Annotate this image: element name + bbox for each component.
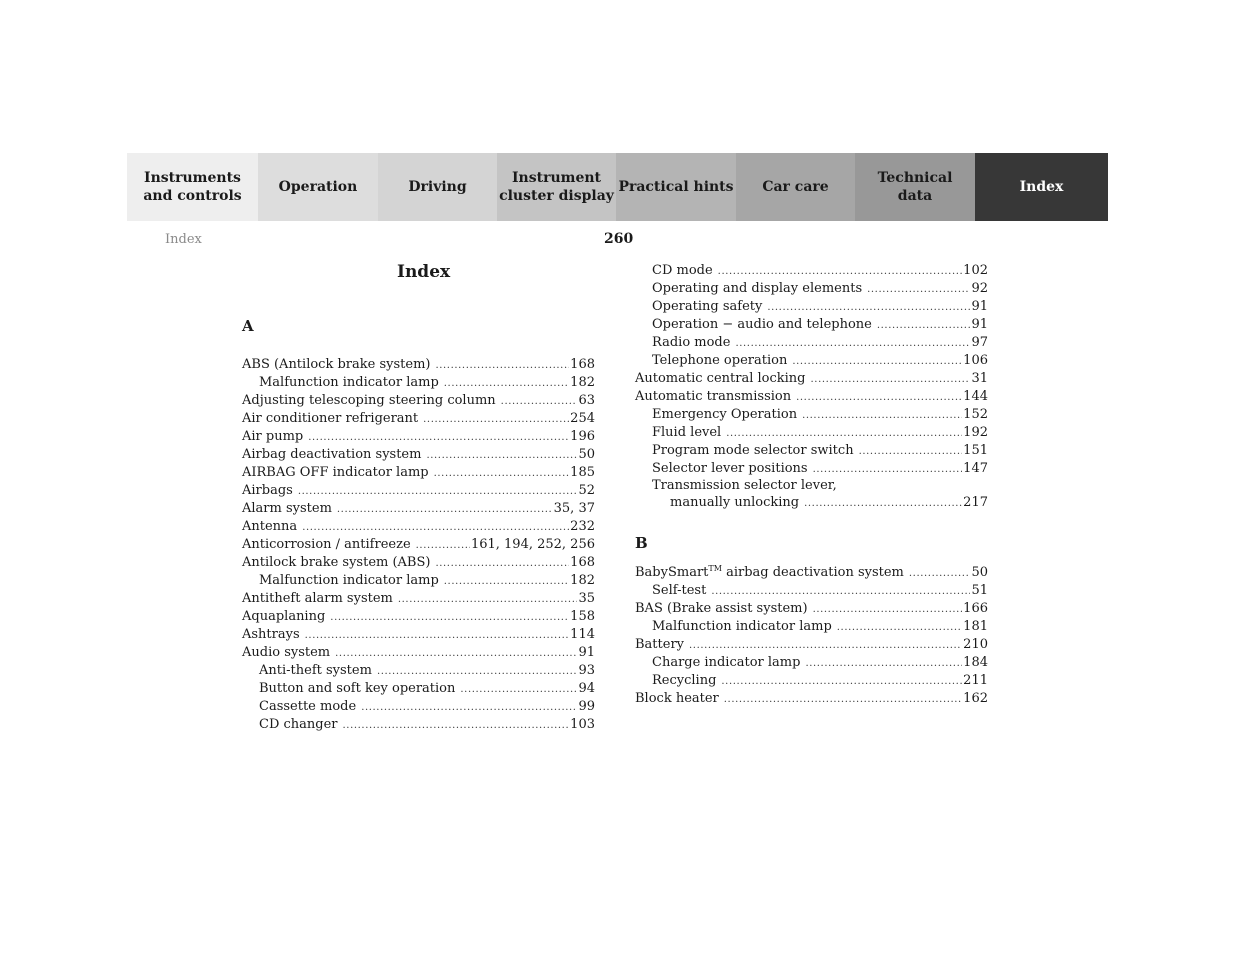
- entry-text: Radio mode: [652, 335, 731, 350]
- entry-page: 254: [570, 411, 595, 426]
- dot-leader: [398, 591, 578, 609]
- entry-page: 184: [963, 655, 988, 670]
- dot-leader: [867, 281, 970, 299]
- dot-leader: [813, 461, 963, 479]
- index-list-a: [242, 356, 595, 734]
- dot-leader: [335, 645, 577, 663]
- index-entry[interactable]: [242, 356, 595, 374]
- dot-leader: [811, 371, 971, 389]
- entry-page: 147: [963, 461, 988, 476]
- entry-page: 91: [971, 299, 988, 314]
- entry-text: AIRBAG OFF indicator lamp: [242, 465, 429, 480]
- entry-text: Anticorrosion / antifreeze: [242, 537, 411, 552]
- index-entry[interactable]: [635, 280, 988, 298]
- entry-page: 63: [578, 393, 595, 408]
- entry-text: Emergency Operation: [652, 407, 798, 422]
- dot-leader: [426, 447, 577, 465]
- section-letter-a: A: [242, 317, 254, 335]
- index-entry[interactable]: [242, 626, 595, 644]
- index-entry[interactable]: [242, 428, 595, 446]
- entry-text: Antitheft alarm system: [242, 591, 393, 606]
- index-entry[interactable]: [635, 600, 988, 618]
- index-entry[interactable]: [635, 564, 988, 582]
- entry-page: 99: [578, 699, 595, 714]
- tab-instrument-cluster-display[interactable]: Instrument cluster display: [497, 153, 616, 221]
- entry-text: Block heater: [635, 691, 719, 706]
- entry-text: BabySmart: [635, 565, 709, 580]
- entry-page: 94: [578, 681, 595, 696]
- index-entry[interactable]: [242, 482, 595, 500]
- entry-text: Antenna: [242, 519, 298, 534]
- tab-practical-hints[interactable]: Practical hints: [616, 153, 736, 221]
- entry-text: CD mode: [652, 263, 713, 278]
- entry-text: Operating and display elements: [652, 281, 863, 296]
- entry-page: 181: [963, 619, 988, 634]
- index-entry[interactable]: [242, 518, 595, 536]
- index-list-a-continued: [635, 262, 988, 512]
- entry-text: Cassette mode: [259, 699, 357, 714]
- index-entry[interactable]: [242, 374, 595, 392]
- index-entry[interactable]: [635, 370, 988, 388]
- entry-text: CD changer: [259, 717, 338, 732]
- entry-page: 232: [570, 519, 595, 534]
- dot-leader: [423, 411, 569, 429]
- index-entry[interactable]: [635, 654, 988, 672]
- dot-leader: [909, 565, 971, 583]
- entry-text: Automatic central locking: [635, 371, 806, 386]
- entry-text: Telephone operation: [652, 353, 788, 368]
- entry-text: Program mode selector switch: [652, 443, 854, 458]
- entry-page: 97: [971, 335, 988, 350]
- dot-leader: [813, 601, 963, 619]
- dot-leader: [724, 691, 962, 709]
- index-column-left: [242, 316, 595, 734]
- entry-text: Audio system: [242, 645, 331, 660]
- index-entry[interactable]: [242, 410, 595, 428]
- entry-page: 217: [963, 495, 988, 510]
- dot-leader: [792, 353, 962, 371]
- index-entry[interactable]: [635, 442, 988, 460]
- entry-page: 50: [971, 565, 988, 580]
- entry-text: Battery: [635, 637, 685, 652]
- entry-page: 31: [971, 371, 988, 386]
- page-number: 260: [604, 231, 634, 247]
- dot-leader: [308, 429, 569, 447]
- tab-technical-data[interactable]: Technical data: [855, 153, 975, 221]
- entry-page: 152: [963, 407, 988, 422]
- dot-leader: [726, 425, 962, 443]
- index-entry[interactable]: [242, 392, 595, 410]
- entry-page: 50: [578, 447, 595, 462]
- entry-page: 35, 37: [553, 501, 595, 516]
- entry-text-rest: airbag deactivation system: [721, 565, 904, 580]
- index-entry[interactable]: [635, 690, 988, 708]
- index-entry[interactable]: [242, 680, 595, 698]
- entry-page: 144: [963, 389, 988, 404]
- entry-text: Charge indicator lamp: [652, 655, 801, 670]
- index-entry[interactable]: [242, 464, 595, 482]
- entry-text: BAS (Brake assist system): [635, 601, 808, 616]
- dot-leader: [859, 443, 963, 461]
- entry-page: 182: [570, 375, 595, 390]
- entry-text: Selector lever positions: [652, 461, 808, 476]
- dot-leader: [501, 393, 578, 411]
- entry-text: Malfunction indicator lamp: [259, 375, 439, 390]
- dot-leader: [837, 619, 962, 637]
- index-entry[interactable]: [635, 334, 988, 352]
- index-entry[interactable]: [635, 316, 988, 334]
- entry-page: 168: [570, 555, 595, 570]
- dot-leader: [435, 555, 569, 573]
- index-entry[interactable]: [242, 536, 595, 554]
- entry-page: 52: [578, 483, 595, 498]
- entry-text: ABS (Antilock brake system): [242, 357, 431, 372]
- entry-page: 35: [578, 591, 595, 606]
- dot-leader: [302, 519, 569, 537]
- entry-text: Malfunction indicator lamp: [652, 619, 832, 634]
- entry-text: Air pump: [242, 429, 304, 444]
- index-entry[interactable]: [635, 406, 988, 424]
- entry-text: Self-test: [652, 583, 707, 598]
- dot-leader: [298, 483, 578, 501]
- entry-text: Malfunction indicator lamp: [259, 573, 439, 588]
- index-entry[interactable]: [242, 590, 595, 608]
- dot-leader: [305, 627, 570, 645]
- dot-leader: [689, 637, 962, 655]
- entry-text: Airbag deactivation system: [242, 447, 422, 462]
- index-entry[interactable]: [242, 500, 595, 518]
- dot-leader: [343, 717, 570, 735]
- entry-text: Aquaplaning: [242, 609, 326, 624]
- index-entry[interactable]: [242, 698, 595, 716]
- tab-operation[interactable]: Operation: [258, 153, 378, 221]
- entry-page: 91: [971, 317, 988, 332]
- entry-text: Antilock brake system (ABS): [242, 555, 431, 570]
- index-entry[interactable]: [635, 424, 988, 442]
- tab-driving[interactable]: Driving: [378, 153, 497, 221]
- trademark-mark: TM: [708, 564, 722, 573]
- dot-leader: [330, 609, 569, 627]
- dot-leader: [735, 335, 970, 353]
- entry-text: Adjusting telescoping steering column: [242, 393, 496, 408]
- index-entry[interactable]: [635, 352, 988, 370]
- index-entry[interactable]: [242, 608, 595, 626]
- entry-text: manually unlocking: [670, 495, 800, 510]
- index-entry[interactable]: [242, 572, 595, 590]
- dot-leader: [802, 407, 962, 425]
- index-entry[interactable]: [635, 388, 988, 406]
- index-entry[interactable]: [635, 636, 988, 654]
- entry-page: 196: [570, 429, 595, 444]
- entry-page: 93: [578, 663, 595, 678]
- dot-leader: [444, 375, 569, 393]
- entry-text: Anti-theft system: [259, 663, 372, 678]
- entry-page: 182: [570, 573, 595, 588]
- tab-instruments-and-controls[interactable]: Instruments and controls: [127, 153, 258, 221]
- entry-page: 166: [963, 601, 988, 616]
- index-entry[interactable]: [242, 662, 595, 680]
- index-entry[interactable]: [242, 446, 595, 464]
- tab-index[interactable]: Index: [975, 153, 1108, 221]
- index-entry[interactable]: [635, 582, 988, 600]
- entry-page: 211: [963, 673, 988, 688]
- tab-car-care[interactable]: Car care: [736, 153, 855, 221]
- entry-page: 192: [963, 425, 988, 440]
- entry-page: 106: [963, 353, 988, 368]
- entry-page: 168: [570, 357, 595, 372]
- dot-leader: [718, 263, 963, 281]
- dot-leader: [416, 537, 470, 555]
- dot-leader: [444, 573, 569, 591]
- dot-leader: [721, 673, 962, 691]
- index-entry[interactable]: [242, 644, 595, 662]
- entry-page: 158: [570, 609, 595, 624]
- dot-leader: [767, 299, 970, 317]
- index-entry[interactable]: [635, 478, 988, 494]
- entry-page: 162: [963, 691, 988, 706]
- index-entry[interactable]: [635, 262, 988, 280]
- entry-text: Airbags: [242, 483, 293, 498]
- dot-leader: [460, 681, 577, 699]
- page-title: Index: [397, 262, 451, 282]
- index-list-b: [635, 582, 988, 708]
- section-letter-b: B: [635, 534, 648, 552]
- running-head: Index: [165, 232, 202, 247]
- entry-text: Operating safety: [652, 299, 763, 314]
- index-entry[interactable]: [635, 460, 988, 478]
- entry-page: 91: [578, 645, 595, 660]
- dot-leader: [804, 495, 962, 513]
- entry-text: Air conditioner refrigerant: [242, 411, 419, 426]
- entry-text: Alarm system: [242, 501, 332, 516]
- entry-text: Transmission selector lever,: [652, 478, 837, 493]
- entry-page: 161, 194, 252, 256: [470, 537, 595, 552]
- entry-page: 114: [570, 627, 595, 642]
- dot-leader: [805, 655, 962, 673]
- dot-leader: [711, 583, 970, 601]
- entry-text: Button and soft key operation: [259, 681, 456, 696]
- index-entry[interactable]: [635, 672, 988, 690]
- dot-leader: [435, 357, 569, 375]
- index-entry[interactable]: [242, 716, 595, 734]
- entry-text: Automatic transmission: [635, 389, 792, 404]
- dot-leader: [377, 663, 578, 681]
- entry-page: 51: [971, 583, 988, 598]
- index-entry[interactable]: [635, 494, 988, 512]
- index-entry[interactable]: [242, 554, 595, 572]
- entry-page: 102: [963, 263, 988, 278]
- entry-page: 151: [963, 443, 988, 458]
- entry-text: Fluid level: [652, 425, 722, 440]
- dot-leader: [434, 465, 570, 483]
- dot-leader: [337, 501, 553, 519]
- entry-text: Ashtrays: [242, 627, 300, 642]
- entry-page: 92: [971, 281, 988, 296]
- index-entry[interactable]: [635, 298, 988, 316]
- index-entry[interactable]: [635, 618, 988, 636]
- entry-text: Operation − audio and telephone: [652, 317, 872, 332]
- dot-leader: [877, 317, 971, 335]
- dot-leader: [361, 699, 577, 717]
- index-column-right: [635, 262, 988, 708]
- dot-leader: [796, 389, 962, 407]
- entry-text: Recycling: [652, 673, 717, 688]
- entry-page: 185: [570, 465, 595, 480]
- chapter-tabs: [127, 153, 1108, 221]
- entry-page: 210: [963, 637, 988, 652]
- entry-page: 103: [570, 717, 595, 732]
